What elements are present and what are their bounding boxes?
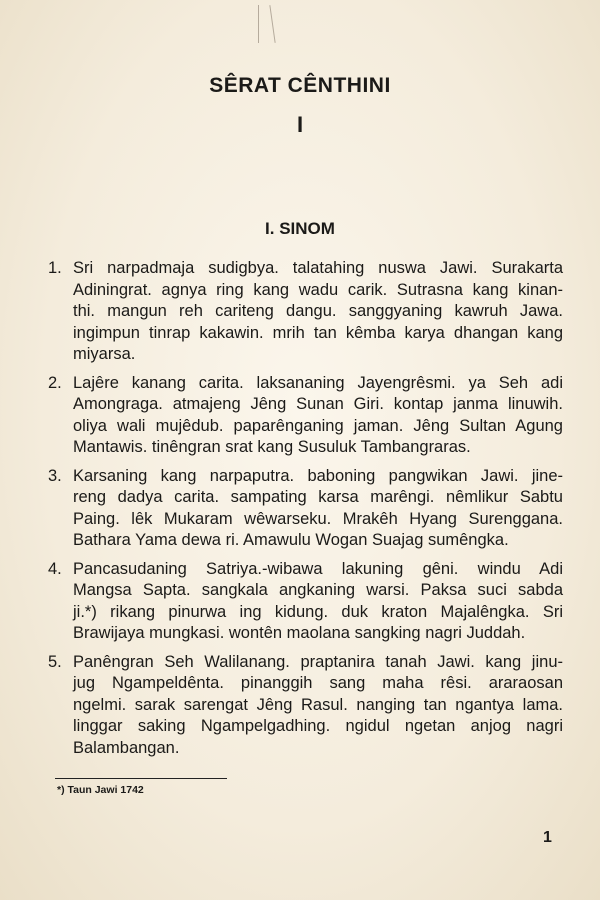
stanza-line: jug Ngampeldênta. pinanggih sang maha rêsi. araraosan	[73, 674, 563, 692]
stanza-line: linggar saking Ngampelgadhing. ngidul ngetan anjog nagri	[73, 717, 563, 735]
stanza-line: Paing. lêk Mukaram wêwarseku. Mrakêh Hyang Surenggana.	[73, 509, 563, 528]
stanza	[48, 466, 563, 552]
stanza-line: ingimpun tinrap kakawin. mrih tan kêmba karya dhangan kang	[73, 323, 563, 342]
stanza	[48, 652, 563, 760]
stanza-line: Bathara Yama dewa ri. Amawulu Wogan Suajag sumêngka.	[73, 531, 509, 549]
stanza-line: Amongraga. atmajeng Jêng Sunan Giri. kontap janma linuwih.	[73, 395, 563, 413]
stanza-number: 5.	[48, 652, 62, 671]
stanza-line: Sri narpadmaja sudigbya. talatahing nuswa Jawi. Surakarta	[73, 259, 563, 277]
stanza-line: Panêngran Seh Walilanang. praptanira tanah Jawi. kang jinu-	[73, 652, 563, 671]
stanza-line: Mangsa Sapta. sangkala angkaning warsi. Paksa suci sabda	[73, 581, 563, 599]
stanza-number: 4.	[48, 559, 62, 578]
stanza-line: oliya wali mujêdub. paparênganing jaman. Jêng Sultan Agung	[73, 416, 563, 435]
stanza	[48, 258, 563, 366]
stanza-line: reng dadya carita. sampating karsa marêngi. nêmlikur Sabtu	[73, 488, 563, 506]
stanza-list	[48, 258, 563, 766]
stanza-line: Mantawis. tinêngran srat kang Susuluk Tambangraras.	[73, 438, 471, 456]
stanza-line: Lajêre kanang carita. laksananing Jayengrêsmi. ya Seh adi	[73, 373, 563, 392]
stanza-line: Pancasudaning Satriya.-wibawa lakuning gêni. windu Adi	[73, 559, 563, 578]
footnote: *) Taun Jawi 1742	[57, 784, 144, 796]
stanza-number: 1.	[48, 259, 62, 277]
stanza-line: miyarsa.	[73, 345, 136, 363]
paper-scratch	[269, 5, 275, 43]
stanza-number: 2.	[48, 373, 62, 392]
section-heading: I. SINOM	[265, 219, 335, 238]
stanza-line: thi. mangun reh cariteng dangu. sanggyaning kawruh Jawa.	[73, 302, 563, 320]
stanza-line: ngelmi. sarak sarengat Jêng Rasul. nanging tan ngantya lama.	[73, 695, 563, 714]
stanza-line: Balambangan.	[73, 738, 180, 757]
book-title: SÊRAT CÊNTHINI	[209, 74, 391, 97]
volume-numeral: I	[296, 112, 304, 137]
stanza	[48, 559, 563, 645]
footnote-rule	[55, 778, 227, 779]
stanza-number: 3.	[48, 466, 62, 485]
stanza-line: Karsaning kang narpaputra. baboning pangwikan Jawi. jine-	[73, 466, 563, 485]
stanza-line: ji.*) rikang pinurwa ing kidung. duk kraton Majalêngka. Sri	[73, 602, 563, 621]
paper-scratch	[258, 5, 259, 43]
stanza-line: Adiningrat. agnya ring kang wadu carik. Sutrasna kang kinan-	[73, 280, 563, 299]
stanza	[48, 373, 563, 459]
stanza-line: Brawijaya mungkasi. wontên maolana sangking nagri Juddah.	[73, 624, 526, 642]
page-number: 1	[543, 829, 552, 846]
